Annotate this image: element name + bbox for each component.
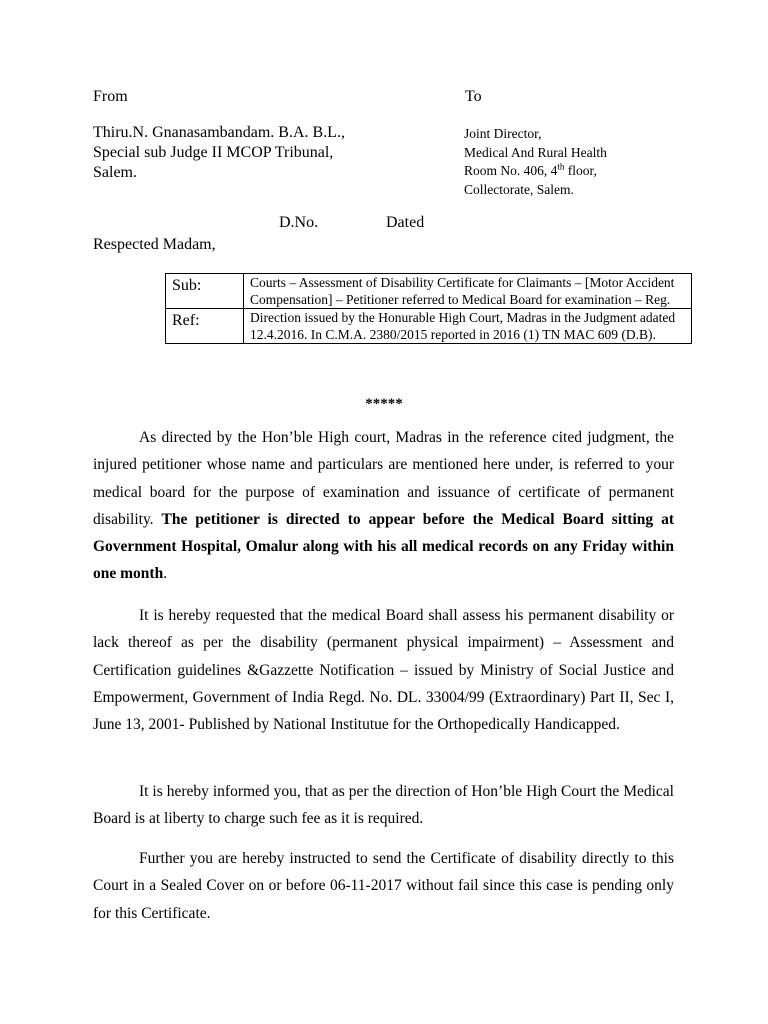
- recipient-location-line: Collectorate, Salem.: [464, 181, 574, 197]
- document-number-label: D.No.: [279, 214, 319, 231]
- paragraph-assessment-request: It is hereby requested that the medical Board shall assess his permanent disability or lack thereof as per the disability (permanent physical impairment) – Assessment and Certification guidelines &Gazzette Notification – issued by Ministry of Social Justice and Empowerment, Government of India Regd. No. DL. 33004/99 (Extraordinary) Part II, Sec I, June 13, 2001- Published by National Institutue for the Orthopedically Handicapped.: [93, 607, 674, 734]
- date-label: Dated: [386, 214, 425, 231]
- recipient-room-line: Room No. 406, 4th floor,: [464, 161, 597, 178]
- subject-key: Sub:: [166, 274, 244, 309]
- reference-row: [166, 309, 692, 344]
- reference-value: Direction issued by the Honurable High Court, Madras in the Judgment adated 12.4.2016. In C.M.A. 2380/2015 reported in 2016 (1) TN MAC 609 (D.B).: [244, 309, 692, 344]
- sender-address: [93, 123, 345, 183]
- section-separator: *****: [365, 396, 403, 412]
- sender-designation-line: Special sub Judge II MCOP Tribunal,: [93, 144, 334, 161]
- recipient-title-line: Joint Director,: [464, 126, 542, 141]
- sender-location-line: Salem.: [93, 164, 137, 181]
- recipient-department-line: Medical And Rural Health: [464, 144, 607, 160]
- sender-name-line: Thiru.N. Gnanasambandam. B.A. B.L.,: [93, 124, 345, 141]
- subject-reference-table: [165, 273, 692, 344]
- from-label: From: [93, 88, 128, 105]
- recipient-address: [464, 125, 607, 199]
- subject-row: [166, 274, 692, 309]
- subject-value: Courts – Assessment of Disability Certificate for Claimants – [Motor Accident Compensation] – Petitioner referred to Medical Board for examination – Reg.: [244, 274, 692, 309]
- to-label: To: [465, 88, 482, 105]
- reference-key: Ref:: [166, 309, 244, 344]
- paragraph-certificate-instruction: Further you are hereby instructed to send the Certificate of disability directly to this Court in a Sealed Cover on or before 06-11-2017 without fail since this case is pending only for this Certificate.: [93, 850, 674, 922]
- paragraph-direction: As directed by the Hon’ble High court, Madras in the reference cited judgment, the injured petitioner whose name and particulars are mentioned here under, is referred to your medical board for the purpose of examination and issuance of certificate of permanent disability. The petitioner is directed to appear before the Medical Board sitting at Government Hospital, Omalur along with his all medical records on any Friday within one month.: [93, 429, 674, 583]
- paragraph-fee-notice: It is hereby informed you, that as per the direction of Hon’ble High Court the Medical Board is at liberty to charge such fee as it is required.: [93, 783, 674, 828]
- paragraph-direction-emphasis: The petitioner is directed to appear before the Medical Board sitting at Government Hospital, Omalur along with his all medical records on any Friday within one month: [93, 510, 674, 583]
- salutation: Respected Madam,: [93, 236, 216, 253]
